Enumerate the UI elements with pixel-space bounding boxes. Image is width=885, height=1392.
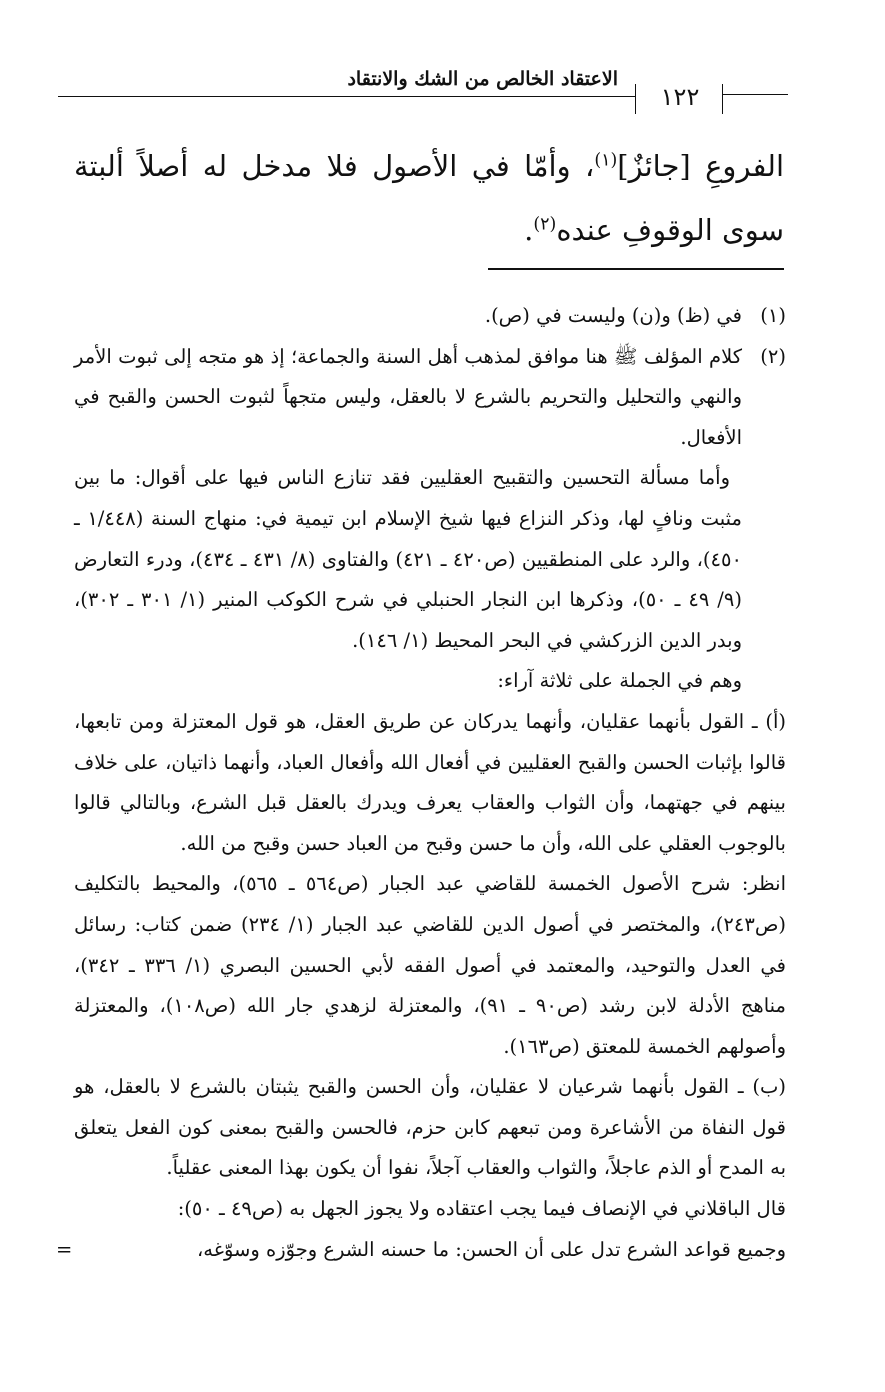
footnote-1 [74, 296, 786, 337]
footnote-text: في (ظ) و(ن) وليست في (ص). [484, 304, 742, 327]
opinion-b: (ب) ـ القول بأنهما شرعيان لا عقليان، وأن الحسن والقبح يثبتان بالشرع لا بالعقل، هو قول النفاة من الأشاعرة ومن تبعهم كابن حزم، فالحسن والقبح بمعنى كون الفعل يتعلق به المدح أو الذم عاجلاً، والثواب والعقاب آجلاً، نفوا أن يكون بهذا المعنى عقلياً. [74, 1075, 786, 1180]
footnote-text: كلام المؤلف ﷺ هنا موافق لمذهب أهل السنة والجماعة؛ إذ هو متجه إلى ثبوت الأمر والنهي والتحليل والتحريم بالشرع لا بالعقل، وليس متجهاً لثبوت الحسن والقبح في الأفعال. [74, 344, 742, 449]
main-line2: الوقوفِ عنده [556, 213, 713, 247]
footnotes [56, 296, 786, 1270]
footnote-ref-2[interactable]: (٢) [533, 214, 557, 235]
quote-text: وجميع قواعد الشرع تدل على أن الحسن: ما حسنه الشرع وجوّزه وسوّغه، [197, 1237, 786, 1261]
header-rule-right [722, 94, 788, 95]
header-rule [58, 96, 636, 97]
running-title: الاعتقاد الخالص من الشك والانتقاد [347, 68, 618, 90]
page-number: ١٢٢ [660, 83, 700, 111]
continuation-mark: = [56, 1237, 73, 1261]
opinion-b-reference: قال الباقلاني في الإنصاف فيما يجب اعتقاده ولا يجوز الجهل به (ص٤٩ ـ ٥٠): [177, 1197, 786, 1221]
footnote-paragraph: وهم في الجملة على ثلاثة آراء: [497, 669, 742, 693]
header-divider-right [722, 84, 723, 114]
main-text [74, 134, 784, 262]
footnote-ref-1[interactable]: (١) [594, 150, 618, 171]
opinion-a-references: انظر: شرح الأصول الخمسة للقاضي عبد الجبار (ص٥٦٤ ـ ٥٦٥)، والمحيط بالتكليف (ص٢٤٣)، والمختصر في أصول الدين للقاضي عبد الجبار (١/ ٢٣٤) ضمن كتاب: رسائل في العدل والتوحيد، والمعتمد في أصول الفقه لأبي الحسين البصري (١/ ٣٣٦ ـ ٣٤٢)، مناهج الأدلة لابن رشد (ص٩٠ ـ ٩١)، والمعتزلة لزهدي جار الله (ص١٠٨)، والمعتزلة وأصولهم الخمسة للمعتق (ص١٦٣). [74, 872, 786, 1058]
header-divider-left [635, 84, 636, 114]
footnote-number: (١) [760, 304, 786, 327]
main-line1: الفروعِ [جائزٌ] [617, 149, 785, 183]
footnote-separator [488, 268, 784, 270]
main-line1-rest: ، وأمّا في الأصول فلا مدخل له أصلاً ألبتة سوى [74, 149, 784, 247]
opinion-b-quote [56, 1230, 786, 1271]
footnote-2 [74, 337, 786, 459]
footnote-number: (٢) [760, 344, 786, 368]
main-line2-end: . [524, 213, 534, 247]
footnote-paragraph: وأما مسألة التحسين والتقبيح العقليين فقد تنازع الناس فيها على أقوال: ما بين مثبت ونافٍ لها، وذكر النزاع فيها شيخ الإسلام ابن تيمية في: منهاج السنة (١/٤٤٨ ـ ٤٥٠)، والرد على المنطقيين (ص٤٢٠ ـ ٤٢١) والفتاوى (٨/ ٤٣١ ـ ٤٣٤)، ودرء التعارض (٩/ ٤٩ ـ ٥٠)، وذكرها ابن النجار الحنبلي في شرح الكوكب المنير (١/ ٣٠١ ـ ٣٠٢)، وبدر الدين الزركشي في البحر المحيط (١/ ١٤٦). [74, 466, 742, 652]
opinion-a: (أ) ـ القول بأنهما عقليان، وأنهما يدركان عن طريق العقل، هو قول المعتزلة ومن تابعها، قالوا بإثبات الحسن والقبح العقليين في أفعال الله وأفعال العباد، وأنهما ذاتيان، على خلاف بينهم في جهتهما، وأن الثواب والعقاب يعرف ويدرك بالعقل قبل الشرع، وبالتالي قالوا بالوجوب العقلي على الله، وأن ما حسن وقبح من العباد حسن وقبح من الله. [74, 709, 786, 855]
main-line [74, 134, 784, 262]
running-header [58, 66, 788, 116]
